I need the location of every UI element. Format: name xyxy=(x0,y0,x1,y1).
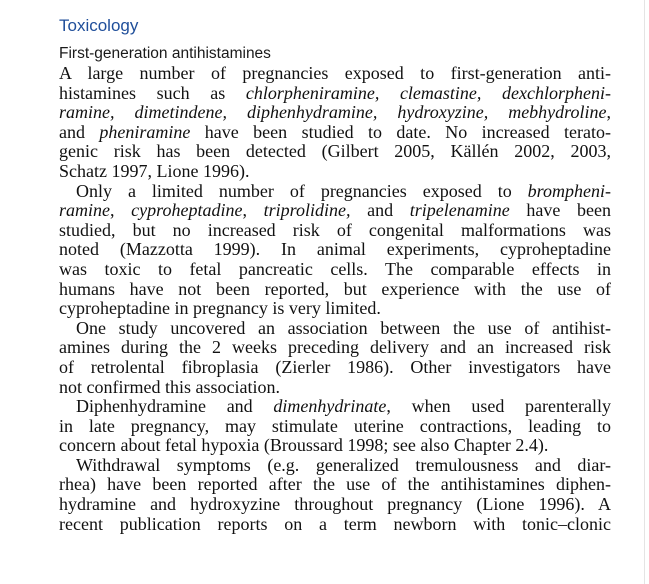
subsection-title: First-generation antihistamines xyxy=(59,45,271,62)
drug-name-italic: chlorpheniramine, clemastine, dexchlorpheni- xyxy=(245,82,611,103)
text-segment: Schatz 1997, Lione 1996). xyxy=(59,160,250,181)
paragraph xyxy=(59,319,611,397)
text-segment: histamines such as xyxy=(59,82,246,103)
text-line xyxy=(59,456,611,476)
text-segment: concern about fetal hypoxia (Broussard 1998; see also Chapter 2.4). xyxy=(59,435,549,456)
text-line xyxy=(59,260,611,280)
text-segment: A large number of pregnancies exposed to first-generation anti- xyxy=(59,63,611,83)
drug-name-italic: dimenhydrinate xyxy=(273,396,387,417)
text-segment: studied, but no increased risk of congenital malformations was xyxy=(59,219,611,240)
text-segment: have been xyxy=(509,200,611,221)
text-segment: Only a limited number of pregnancies exposed to xyxy=(76,180,528,201)
document-page xyxy=(59,14,611,534)
body-text xyxy=(59,64,611,534)
text-segment: , xyxy=(110,200,132,221)
text-line xyxy=(59,162,611,182)
text-segment: amines during the 2 weeks preceding delivery and an increased risk xyxy=(59,337,611,358)
drug-name-italic: ramine xyxy=(59,200,110,221)
text-line xyxy=(59,338,611,358)
drug-name-italic: pheniramine xyxy=(99,121,191,142)
text-line xyxy=(59,240,611,260)
text-segment: , xyxy=(242,200,264,221)
text-segment: rhea) have been reported after the use of the antihistamines diphen- xyxy=(59,474,611,495)
text-line xyxy=(59,358,611,378)
text-segment: have been studied to date. No increased terato- xyxy=(190,121,611,142)
text-line xyxy=(59,319,611,339)
text-line xyxy=(59,182,611,202)
text-line xyxy=(59,64,611,84)
text-line xyxy=(59,495,611,515)
text-segment: cyproheptadine in pregnancy is very limited. xyxy=(59,298,381,319)
text-segment: not confirmed this association. xyxy=(59,376,280,397)
text-line xyxy=(59,417,611,437)
text-segment: was toxic to fetal pancreatic cells. The comparable effects in xyxy=(59,258,611,279)
text-line xyxy=(59,123,611,143)
text-line xyxy=(59,280,611,300)
text-line xyxy=(59,475,611,495)
text-segment: and xyxy=(59,121,100,142)
text-segment: and xyxy=(350,200,410,221)
paragraph xyxy=(59,64,611,182)
text-line xyxy=(59,221,611,241)
drug-name-italic: triprolidine, xyxy=(263,200,351,221)
paragraph xyxy=(59,456,611,534)
text-line xyxy=(59,142,611,162)
text-segment: , xyxy=(606,102,611,123)
text-line xyxy=(59,84,611,104)
text-line xyxy=(59,436,611,456)
text-segment: noted (Mazzotta 1999). In animal experiments, cyproheptadine xyxy=(59,239,611,260)
text-segment: recent publication reports on a term newborn with tonic–clonic xyxy=(59,513,611,534)
text-segment: of retrolental fibroplasia (Zierler 1986). Other investigators have xyxy=(59,356,611,377)
section-title: Toxicology xyxy=(59,16,139,35)
text-line xyxy=(59,103,611,123)
text-line xyxy=(59,201,611,221)
text-line xyxy=(59,299,611,319)
drug-name-italic: brompheni- xyxy=(527,180,611,201)
text-segment: hydramine and hydroxyzine throughout pregnancy (Lione 1996). A xyxy=(59,494,611,515)
drug-name-italic: tripelenamine xyxy=(409,200,510,221)
text-segment: Diphenhydramine and xyxy=(76,396,274,417)
text-segment: genic risk has been detected (Gilbert 2005, Källén 2002, 2003, xyxy=(59,141,611,162)
text-line xyxy=(59,515,611,535)
paragraph xyxy=(59,397,611,456)
text-segment: humans have not been reported, but experience with the use of xyxy=(59,278,611,299)
text-segment: in late pregnancy, may stimulate uterine contractions, leading to xyxy=(59,415,611,436)
page-edge-rule xyxy=(644,0,645,584)
text-line xyxy=(59,378,611,398)
text-line xyxy=(59,397,611,417)
text-segment: , when used parenterally xyxy=(386,396,611,417)
drug-name-italic: cyproheptadine xyxy=(131,200,243,221)
text-segment: One study uncovered an association between the use of antihist- xyxy=(76,317,611,338)
paragraph xyxy=(59,182,611,319)
drug-name-italic: ramine, dimetindene, diphenhydramine, hydroxyzine, mebhydroline xyxy=(59,102,607,123)
text-segment: Withdrawal symptoms (e.g. generalized tremulousness and diar- xyxy=(76,454,611,475)
